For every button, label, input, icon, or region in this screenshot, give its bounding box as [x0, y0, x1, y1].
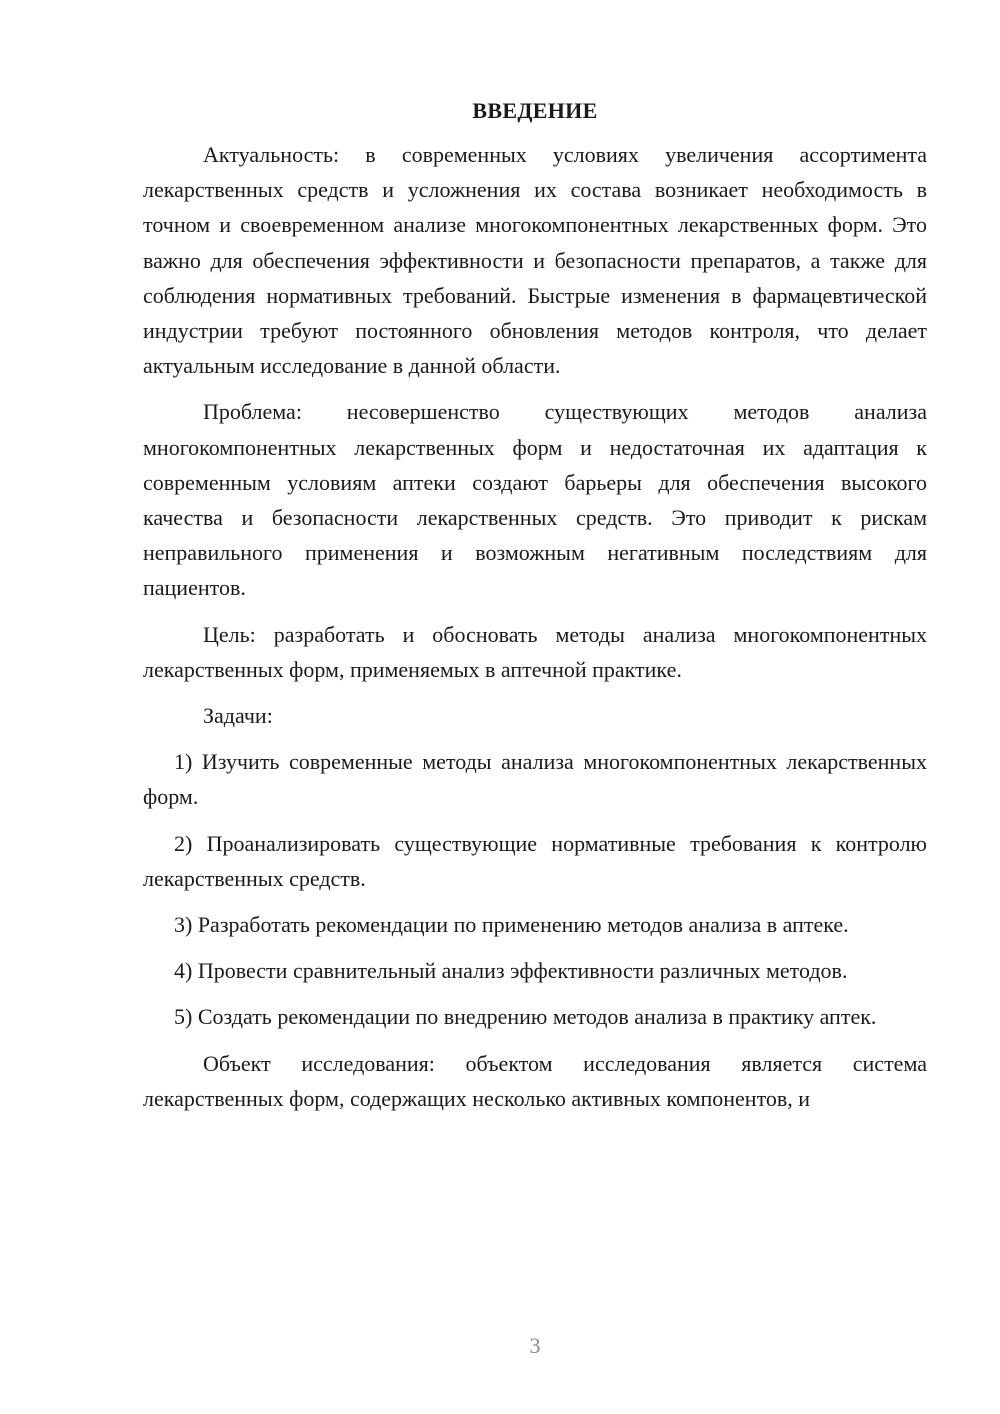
tasks-heading: Задачи:: [203, 703, 273, 729]
section-title: ВВЕДЕНИЕ: [472, 98, 598, 123]
paragraph-relevance: Актуальность: в современных условиях увеличения ассортимента лекарственных средств и усложнения их состава возникает необходимость в точном и своевременном анализе многокомпонентных лекарственных форм. Это важно для обеспечения эффективности и безопасности препаратов, а также для соблюдения нормативных требований. Быстрые изменения в фармацевтической индустрии требуют постоянного обновления методов контроля, что делает актуальным исследование в данной области.: [143, 142, 927, 379]
list-item: 1) Изучить современные методы анализа многокомпонентных лекарственных форм.: [143, 749, 927, 810]
paragraph-goal: Цель: разработать и обосновать методы анализа многокомпонентных лекарственных форм, применяемых в аптечной практике.: [143, 621, 927, 682]
tasks-list: [143, 744, 927, 1034]
list-item: 3) Разработать рекомендации по применению методов анализа в аптеке.: [174, 912, 849, 938]
document-page: [143, 95, 927, 1116]
paragraph-problem: Проблема: несовершенство существующих методов анализа многокомпонентных лекарственных форм и недостаточная их адаптация к современным условиям аптеки создают барьеры для обеспечения высокого качества и безопасности лекарственных средств. Это приводит к рискам неправильного применения и возможным негативным последствиям для пациентов.: [143, 399, 927, 601]
page-number: 3: [529, 1333, 541, 1358]
paragraph-object: Объект исследования: объектом исследования является система лекарственных форм, содержащих несколько активных компонентов, и: [143, 1050, 927, 1111]
list-item: 2) Проанализировать существующие нормативные требования к контролю лекарственных средств.: [143, 830, 927, 891]
list-item: 4) Провести сравнительный анализ эффективности различных методов.: [174, 958, 848, 984]
list-item: 5) Создать рекомендации по внедрению методов анализа в практику аптек.: [174, 1004, 877, 1030]
